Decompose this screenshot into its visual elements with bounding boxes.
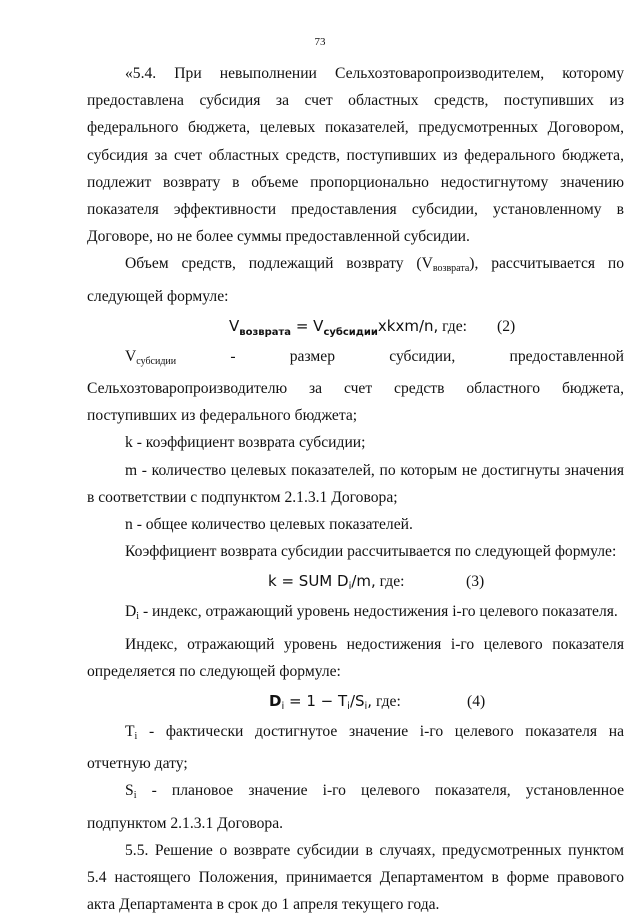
definition-m: m - количество целевых показателей, по которым не достигнуты значения в соответствии с подпунктом 2.1.3.1 Договора; <box>87 461 624 506</box>
formula-where: где: <box>375 573 405 591</box>
subscript: i <box>136 611 140 623</box>
formula-symbol: V <box>229 316 240 335</box>
formula-term: k = SUM D <box>268 572 349 591</box>
definition-v-subsidy <box>87 343 624 430</box>
formula-subscript: i <box>347 701 350 713</box>
formula-4-number: (4) <box>467 693 486 711</box>
formula-term: /m, <box>351 572 376 591</box>
formula-2-expression <box>229 310 467 349</box>
formula-where: где: <box>438 317 467 335</box>
paragraph-5-5: 5.5. Решение о возврате субсидии в случаях, предусмотренных пунктом 5.4 настоящего Положения, принимается Департаментом в форме правового акта Департамента в срок до 1 апреля текущего года. <box>87 841 624 914</box>
formula-term: /S <box>349 692 365 711</box>
formula-3-expression <box>268 565 405 603</box>
formula-term: xkxm/n, <box>377 316 439 335</box>
definition-t <box>87 718 624 777</box>
formula-operator: = <box>291 316 314 335</box>
formula-subscript: i <box>348 581 352 593</box>
formula-term: , <box>367 692 373 711</box>
definition-k: k - коэффициент возврата субсидии; <box>125 434 366 452</box>
formula-2 <box>87 310 624 343</box>
symbol: D <box>125 603 137 621</box>
symbol: T <box>125 723 135 741</box>
formula-subscript: возврата <box>239 326 292 338</box>
formula-subscript: субсидии <box>323 326 378 338</box>
definition-text: - индекс, отражающий уровень недостижения i-го целевого показателя. <box>139 603 618 621</box>
definition-text: - плановое значение i-го целевого показателя, установленное подпунктом 2.1.3.1 Договора. <box>87 782 624 832</box>
document-body <box>87 60 624 918</box>
definition-text: - фактически достигнутое значение i-го целевого показателя на отчетную дату; <box>87 723 624 773</box>
symbol: S <box>125 782 134 800</box>
formula-2-number: (2) <box>497 317 516 335</box>
text-fragment: Объем средств, подлежащий возврату (V <box>125 255 433 273</box>
paragraph-5-4: «5.4. При невыполнении Сельхозтоваропроизводителем, которому предоставлена субсидия за счет областных средств, поступивших из федерального бюджета, целевых показателей, предусмотренных Договором, субсидия за счет областных средств, поступивших из федерального бюджета, подлежит возврату в объеме пропорционально недостигнутому значению показателя эффективности предоставления субсидии, установленному в Договоре, но не более суммы предоставленной субсидии. <box>87 65 624 246</box>
paragraph-return-volume <box>87 250 624 309</box>
definition-s <box>87 777 624 836</box>
subscript: i <box>133 790 137 802</box>
definition-n: n - общее количество целевых показателей. <box>125 516 413 534</box>
formula-where: где: <box>372 693 401 711</box>
text-fragment: ), рассчитывается по следующей формуле: <box>87 255 625 305</box>
formula-symbol: D <box>269 692 282 711</box>
subscript: i <box>134 731 138 743</box>
formula-3 <box>87 565 624 598</box>
definition-text: - размер субсидии, предоставленной Сельхозтоваропроизводителю за счет средств областного бюджета, поступивших из федерального бюджета; <box>87 347 624 425</box>
formula-4 <box>87 685 624 718</box>
formula-term: = 1 − T <box>284 692 348 711</box>
paragraph-coefficient: Коэффициент возврата субсидии рассчитывается по следующей формуле: <box>125 543 617 561</box>
symbol: V <box>125 347 137 365</box>
formula-3-number: (3) <box>466 573 485 591</box>
page-number: 73 <box>314 36 326 48</box>
formula-subscript: i <box>281 701 285 713</box>
formula-symbol: V <box>313 316 324 335</box>
subscript: субсидии <box>136 355 177 367</box>
formula-subscript: i <box>364 701 368 713</box>
formula-4-expression <box>269 685 401 723</box>
subscript: возврата <box>432 263 470 275</box>
paragraph-index: Индекс, отражающий уровень недостижения i-го целевого показателя определяется по следующей формуле: <box>87 635 624 680</box>
